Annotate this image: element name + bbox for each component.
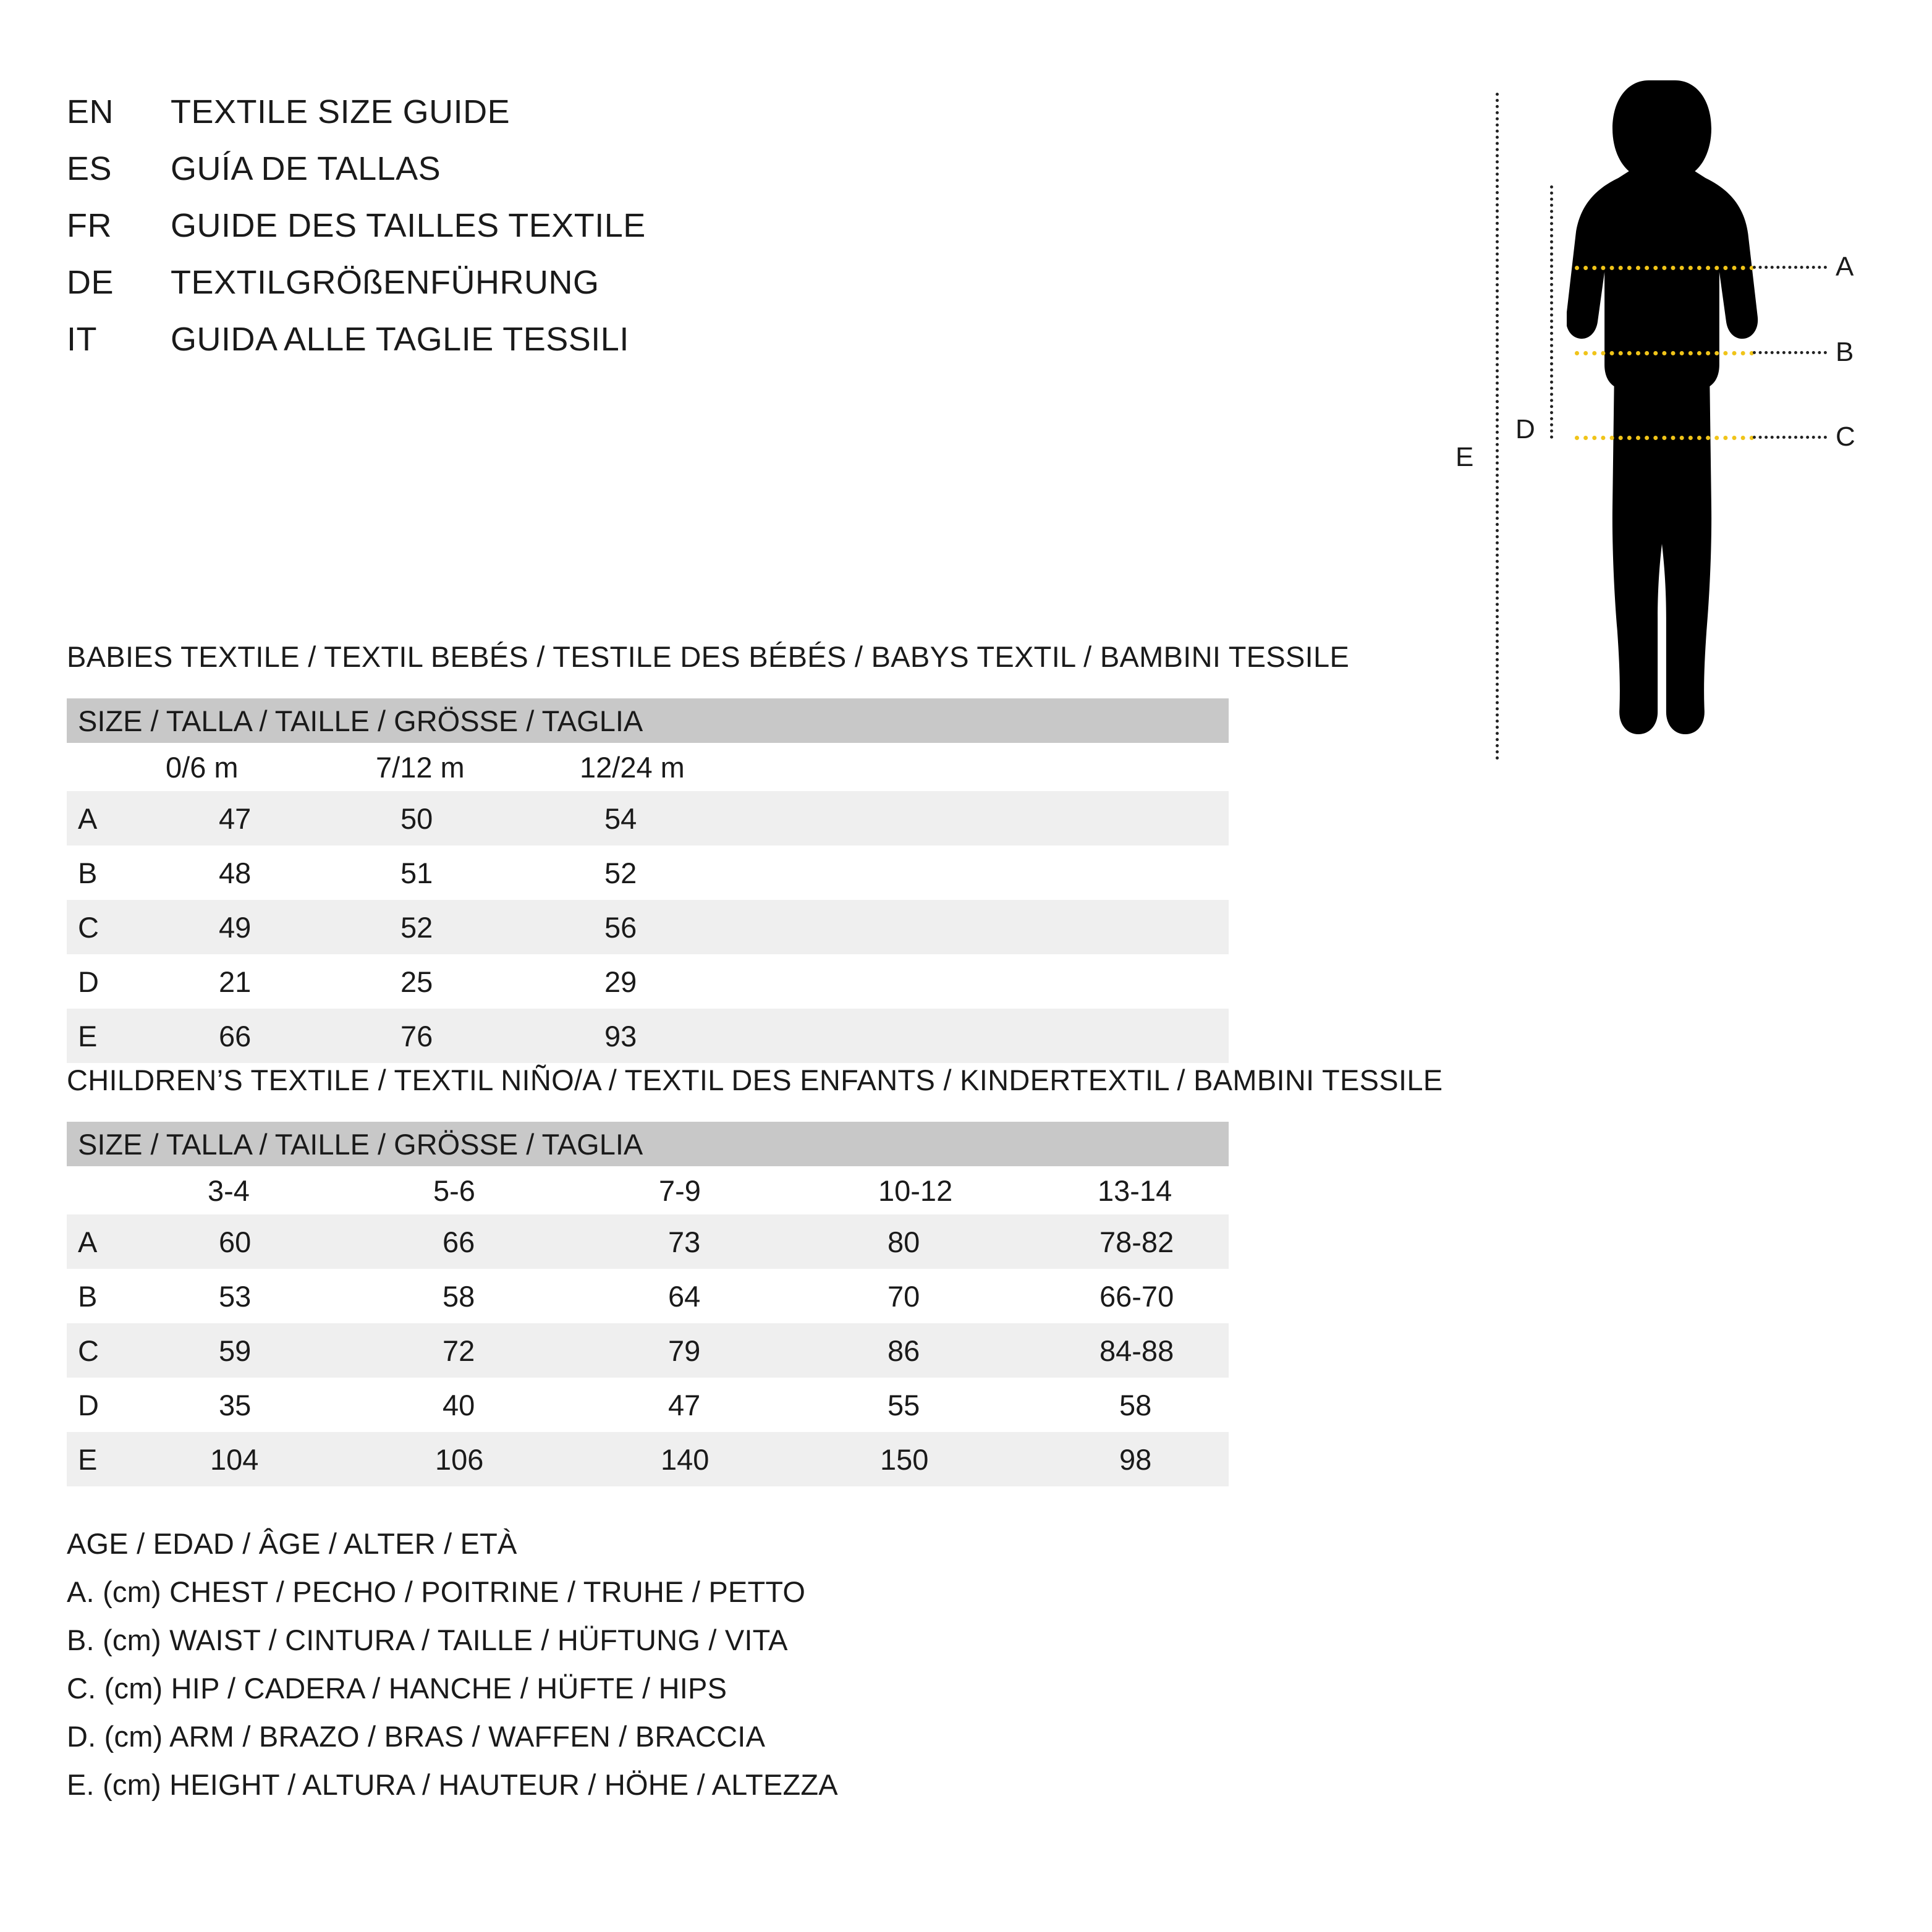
legend-title: AGE / EDAD / ÂGE / ALTER / ETÀ — [67, 1527, 517, 1560]
language-row — [67, 320, 1241, 377]
cell-value: 66 — [166, 1009, 376, 1063]
column-header: 13-14 — [1082, 1166, 1229, 1214]
language-row — [67, 206, 1241, 263]
row-label: E — [67, 1009, 166, 1063]
table-column-row — [67, 1166, 1229, 1214]
language-code: EN — [67, 93, 114, 130]
cell-value: 66 — [418, 1214, 643, 1269]
column-header: 12/24 m — [580, 743, 1229, 791]
legend-block — [67, 1527, 1426, 1816]
figure-letter-d: D — [1515, 414, 1535, 444]
cell-value: 53 — [166, 1269, 418, 1323]
cell-value: 48 — [166, 845, 376, 900]
table-row — [67, 1269, 1229, 1323]
table-row — [67, 1323, 1229, 1378]
legend-item-waist: B. (cm) WAIST / CINTURA / TAILLE / HÜFTUNG / VITA — [67, 1624, 788, 1656]
cell-value: 66-70 — [1082, 1269, 1229, 1323]
cell-value: 73 — [643, 1214, 863, 1269]
cell-value: 98 — [1082, 1432, 1229, 1486]
language-code: IT — [67, 321, 97, 358]
cell-value: 35 — [166, 1378, 418, 1432]
chest-leader-line — [1753, 266, 1827, 269]
table-header-row — [67, 698, 1229, 743]
children-size-table — [67, 1122, 1229, 1486]
cell-value: 59 — [166, 1323, 418, 1378]
waist-measure-line-b — [1575, 351, 1754, 355]
babies-section-title: BABIES TEXTILE / TEXTIL BEBÉS / TESTILE DES BÉBÉS / BABYS TEXTIL / BAMBINI TESSILE — [67, 640, 1350, 673]
row-label: A — [67, 1214, 166, 1269]
cell-value: 56 — [580, 900, 1229, 954]
cell-value: 49 — [166, 900, 376, 954]
row-label: B — [67, 845, 166, 900]
row-label: D — [67, 954, 166, 1009]
row-label: C — [67, 1323, 166, 1378]
chest-measure-line-a — [1575, 266, 1754, 270]
language-row — [67, 150, 1241, 206]
cell-value: 93 — [580, 1009, 1229, 1063]
arm-dashed-line-d — [1550, 185, 1553, 439]
waist-leader-line — [1753, 351, 1827, 354]
measurement-figure — [1409, 74, 1891, 766]
cell-value: 47 — [166, 791, 376, 845]
cell-value: 54 — [580, 791, 1229, 845]
table-row — [67, 1009, 1229, 1063]
row-label: E — [67, 1432, 166, 1486]
children-size-header: SIZE / TALLA / TAILLE / GRÖSSE / TAGLIA — [67, 1122, 1229, 1166]
cell-value: 52 — [376, 900, 580, 954]
cell-value: 50 — [376, 791, 580, 845]
table-row — [67, 1214, 1229, 1269]
legend-item-arm: D. (cm) ARM / BRAZO / BRAS / WAFFEN / BRACCIA — [67, 1720, 766, 1753]
language-label: GUÍA DE TALLAS — [171, 150, 441, 187]
language-label: GUIDA ALLE TAGLIE TESSILI — [171, 321, 629, 358]
language-label: TEXTILGRÖßENFÜHRUNG — [171, 264, 600, 301]
cell-value: 58 — [418, 1269, 643, 1323]
hip-leader-line — [1753, 436, 1827, 439]
cell-value: 84-88 — [1082, 1323, 1229, 1378]
column-header: 3-4 — [166, 1166, 418, 1214]
legend-item-height: E. (cm) HEIGHT / ALTURA / HAUTEUR / HÖHE / ALTEZZA — [67, 1768, 838, 1801]
row-label: D — [67, 1378, 166, 1432]
language-code: ES — [67, 150, 112, 187]
column-header: 7-9 — [643, 1166, 863, 1214]
cell-value: 140 — [643, 1432, 863, 1486]
legend-item-chest: A. (cm) CHEST / PECHO / POITRINE / TRUHE / PETTO — [67, 1575, 806, 1608]
column-header: 10-12 — [863, 1166, 1082, 1214]
cell-value: 52 — [580, 845, 1229, 900]
cell-value: 104 — [166, 1432, 418, 1486]
cell-value: 25 — [376, 954, 580, 1009]
language-label: TEXTILE SIZE GUIDE — [171, 93, 511, 130]
figure-letter-c: C — [1836, 422, 1855, 452]
child-silhouette-icon — [1567, 74, 1783, 742]
column-header: 5-6 — [418, 1166, 643, 1214]
cell-value: 106 — [418, 1432, 643, 1486]
children-section-title: CHILDREN’S TEXTILE / TEXTIL NIÑO/A / TEXTIL DES ENFANTS / KINDERTEXTIL / BAMBINI TESSILE — [67, 1064, 1443, 1096]
table-row — [67, 900, 1229, 954]
table-column-row — [67, 743, 1229, 791]
figure-letter-b: B — [1836, 337, 1854, 367]
language-code: DE — [67, 264, 114, 301]
figure-letter-a: A — [1836, 252, 1854, 282]
language-row — [67, 263, 1241, 320]
cell-value: 40 — [418, 1378, 643, 1432]
table-row — [67, 791, 1229, 845]
cell-value: 64 — [643, 1269, 863, 1323]
cell-value: 150 — [863, 1432, 1082, 1486]
cell-value: 29 — [580, 954, 1229, 1009]
cell-value: 86 — [863, 1323, 1082, 1378]
hip-measure-line-c — [1575, 436, 1754, 440]
cell-value: 58 — [1082, 1378, 1229, 1432]
height-dashed-line-e — [1496, 93, 1499, 760]
language-title-block — [67, 93, 1241, 377]
table-row — [67, 1432, 1229, 1486]
table-row — [67, 954, 1229, 1009]
table-header-row — [67, 1122, 1229, 1166]
column-header: 0/6 m — [166, 743, 376, 791]
row-label: B — [67, 1269, 166, 1323]
cell-value: 55 — [863, 1378, 1082, 1432]
cell-value: 21 — [166, 954, 376, 1009]
cell-value: 72 — [418, 1323, 643, 1378]
empty-corner-cell — [67, 1166, 166, 1214]
row-label: C — [67, 900, 166, 954]
figure-letter-e: E — [1455, 442, 1474, 472]
empty-corner-cell — [67, 743, 166, 791]
row-label: A — [67, 791, 166, 845]
cell-value: 51 — [376, 845, 580, 900]
column-header: 7/12 m — [376, 743, 580, 791]
babies-size-table — [67, 698, 1229, 1063]
cell-value: 78-82 — [1082, 1214, 1229, 1269]
language-code: FR — [67, 207, 112, 244]
cell-value: 60 — [166, 1214, 418, 1269]
cell-value: 80 — [863, 1214, 1082, 1269]
table-row — [67, 845, 1229, 900]
language-label: GUIDE DES TAILLES TEXTILE — [171, 207, 646, 244]
table-row — [67, 1378, 1229, 1432]
cell-value: 79 — [643, 1323, 863, 1378]
cell-value: 70 — [863, 1269, 1082, 1323]
language-row — [67, 93, 1241, 150]
babies-size-header: SIZE / TALLA / TAILLE / GRÖSSE / TAGLIA — [67, 698, 1229, 743]
cell-value: 47 — [643, 1378, 863, 1432]
legend-item-hip: C. (cm) HIP / CADERA / HANCHE / HÜFTE / HIPS — [67, 1672, 727, 1705]
cell-value: 76 — [376, 1009, 580, 1063]
